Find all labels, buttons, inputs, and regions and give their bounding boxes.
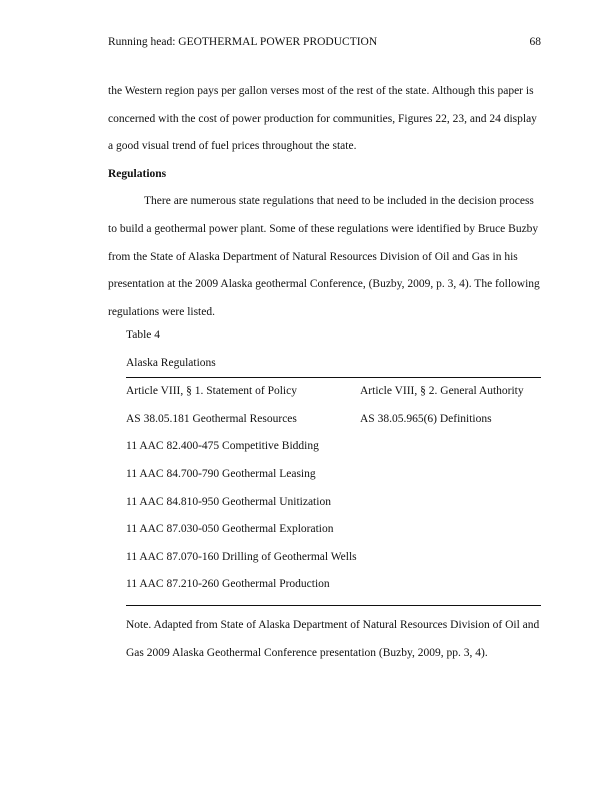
- table-number: Table 4: [126, 329, 161, 341]
- table-cell: 11 AAC 84.700-790 Geothermal Leasing: [126, 467, 316, 480]
- section-heading: Regulations: [108, 167, 167, 180]
- table-cell: [360, 433, 541, 461]
- table-row: [126, 406, 541, 434]
- page-header: [108, 36, 541, 48]
- table-cell: Article VIII, § 2. General Authority: [360, 385, 524, 398]
- table-cell: [360, 461, 541, 489]
- table-cell: Article VIII, § 1. Statement of Policy: [126, 385, 297, 398]
- table-body: [126, 378, 541, 599]
- page-number: 68: [529, 36, 541, 48]
- table-row: [126, 433, 541, 461]
- table-cell: 11 AAC 84.810-950 Geothermal Unitization: [126, 495, 331, 508]
- table-row: [126, 489, 541, 517]
- table-title: Alaska Regulations: [126, 356, 216, 369]
- table-cell: AS 38.05.965(6) Definitions: [360, 412, 492, 425]
- table-cell: AS 38.05.181 Geothermal Resources: [126, 412, 297, 425]
- table-row: [126, 544, 541, 572]
- body-text: [108, 78, 542, 326]
- paragraph-1: the Western region pays per gallon verses most of the rest of the state. Although this paper is concerned with the cost of power production for communities, Figures 22, 23, and 24 display a good visual trend of fuel prices throughout the state.: [108, 85, 537, 153]
- running-head: Running head: GEOTHERMAL POWER PRODUCTION: [108, 36, 378, 48]
- table-cell: 11 AAC 87.210-260 Geothermal Production: [126, 578, 330, 591]
- table-note: Note. Adapted from State of Alaska Department of Natural Resources Division of Oil and Gas 2009 Alaska Geothermal Conference presentation (Buzby, 2009, pp. 3, 4).: [126, 618, 540, 659]
- table-row: [126, 378, 541, 406]
- table-block: [126, 322, 541, 667]
- table-cell: 11 AAC 87.030-050 Geothermal Exploration: [126, 523, 334, 536]
- table-row: [126, 461, 541, 489]
- table-cell: 11 AAC 87.070-160 Drilling of Geothermal Wells: [126, 550, 357, 563]
- table-cell: [360, 489, 541, 517]
- paragraph-2: There are numerous state regulations that need to be included in the decision process to build a geothermal power plant. Some of these regulations were identified by Bruce Buzby from the State of Alaska Department of Natural Resources Division of Oil and Gas in his presentation at the 2009 Alaska geothermal Conference, (Buzby, 2009, p. 3, 4). The following regulations were listed.: [108, 195, 540, 318]
- table-cell: [360, 571, 541, 599]
- table-cell: [360, 544, 541, 572]
- table-row: [126, 516, 541, 544]
- table-cell: [360, 516, 541, 544]
- table-bottom-rule: [126, 605, 541, 606]
- table-cell: 11 AAC 82.400-475 Competitive Bidding: [126, 440, 319, 453]
- table-row: [126, 571, 541, 599]
